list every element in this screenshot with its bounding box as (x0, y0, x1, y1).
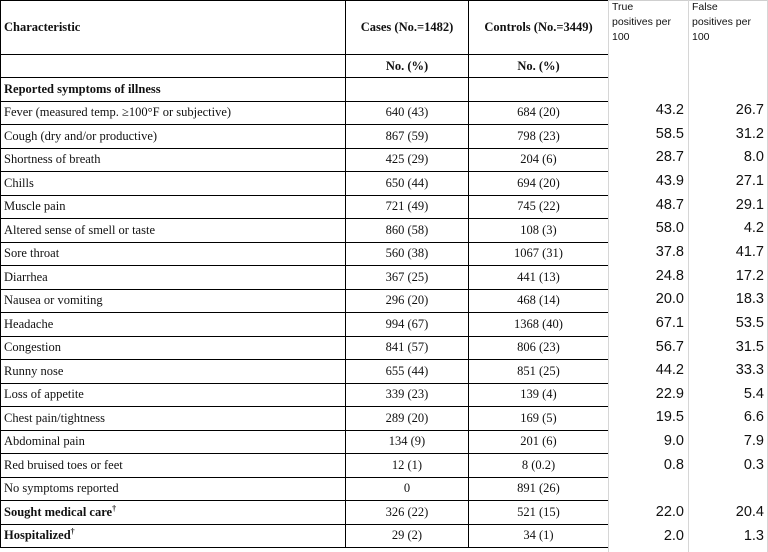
controls-value: 204 (6) (469, 148, 609, 172)
symptom-row (1, 383, 609, 407)
false-positives-value: 8.0 (743, 149, 764, 166)
cases-value: 289 (20) (346, 407, 469, 431)
symptom-row (1, 336, 609, 360)
row-label-text: Shortness of breath (4, 152, 101, 167)
row-label-text: Nausea or vomiting (4, 293, 103, 308)
controls-value: 798 (23) (469, 125, 609, 149)
row-label-text: Loss of appetite (4, 387, 84, 402)
row-label (1, 266, 346, 290)
row-label (1, 524, 346, 548)
row-label (1, 289, 346, 313)
false-positives-value: 4.2 (743, 220, 764, 237)
unit-row (1, 55, 609, 78)
controls-value: 169 (5) (469, 407, 609, 431)
section-cases-empty (346, 78, 469, 102)
row-label-text: Muscle pain (4, 199, 66, 214)
cases-value: 640 (43) (346, 101, 469, 125)
row-label (1, 501, 346, 525)
cases-header: Cases (No.=1482) (346, 1, 469, 55)
row-label (1, 219, 346, 243)
false-positives-value: 41.7 (735, 243, 764, 260)
true-header-line: True (612, 1, 634, 13)
row-label (1, 430, 346, 454)
cases-value: 994 (67) (346, 313, 469, 337)
row-label (1, 454, 346, 478)
true-header-line: positives per (612, 16, 671, 28)
true-positives-value: 56.7 (655, 338, 684, 355)
row-label-text: Abdominal pain (4, 434, 85, 449)
row-label (1, 360, 346, 384)
row-label-text: Altered sense of smell or taste (4, 222, 155, 237)
true-positives-value: 67.1 (655, 314, 684, 331)
symptom-row (1, 242, 609, 266)
row-label-text: Sore throat (4, 246, 60, 261)
controls-value: 108 (3) (469, 219, 609, 243)
section-title-row (1, 78, 609, 102)
false-positives-value: 20.4 (735, 504, 764, 521)
symptom-row (1, 266, 609, 290)
row-label (1, 313, 346, 337)
controls-value: 34 (1) (469, 524, 609, 548)
section-controls-empty (469, 78, 609, 102)
cases-value: 655 (44) (346, 360, 469, 384)
cases-value: 296 (20) (346, 289, 469, 313)
cases-value: 560 (38) (346, 242, 469, 266)
row-label (1, 172, 346, 196)
controls-unit: No. (%) (469, 55, 609, 78)
cases-value: 134 (9) (346, 430, 469, 454)
false-positives-value: 5.4 (743, 385, 764, 402)
controls-value: 694 (20) (469, 172, 609, 196)
true-positives-value: 24.8 (655, 267, 684, 284)
cases-value: 860 (58) (346, 219, 469, 243)
row-label (1, 242, 346, 266)
row-label (1, 125, 346, 149)
controls-value: 201 (6) (469, 430, 609, 454)
row-label-text: Cough (dry and/or productive) (4, 128, 158, 143)
cases-value: 339 (23) (346, 383, 469, 407)
dagger-footnote-mark: † (70, 527, 75, 537)
false-positives-value: 31.5 (735, 338, 764, 355)
true-header-line: 100 (612, 31, 630, 43)
true-positives-value: 48.7 (655, 196, 684, 213)
row-label-text: Chest pain/tightness (4, 410, 106, 425)
true-positives-value: 58.0 (655, 220, 684, 237)
sought-care-row (1, 501, 609, 525)
false-positives-value: 53.5 (735, 314, 764, 331)
row-label-text: Chills (4, 175, 34, 190)
controls-value: 1067 (31) (469, 242, 609, 266)
controls-value: 139 (4) (469, 383, 609, 407)
controls-value: 684 (20) (469, 101, 609, 125)
cases-value: 326 (22) (346, 501, 469, 525)
row-label (1, 195, 346, 219)
hospitalized-row (1, 524, 609, 548)
false-positives-value: 26.7 (735, 102, 764, 118)
symptom-row (1, 195, 609, 219)
true-positives-value: 43.9 (655, 172, 684, 189)
true-positives-value: 19.5 (655, 409, 684, 426)
false-header-line: False (692, 1, 718, 13)
section-title: Reported symptoms of illness (1, 78, 346, 102)
symptom-row (1, 101, 609, 125)
header-row (1, 1, 609, 55)
row-label (1, 407, 346, 431)
false-positives-value: 7.9 (743, 433, 764, 450)
row-label (1, 336, 346, 360)
true-positives-value: 44.2 (655, 362, 684, 379)
characteristic-header: Characteristic (1, 1, 346, 55)
cases-value: 29 (2) (346, 524, 469, 548)
row-label-text: Congestion (4, 340, 61, 355)
symptom-row (1, 148, 609, 172)
row-label (1, 101, 346, 125)
cases-unit: No. (%) (346, 55, 469, 78)
false-positives-value: 27.1 (735, 172, 764, 189)
row-label-text: Sought medical care (4, 504, 113, 519)
symptom-row (1, 172, 609, 196)
cases-value: 650 (44) (346, 172, 469, 196)
symptom-row (1, 219, 609, 243)
row-label-text: Diarrhea (4, 269, 48, 284)
true-positives-value: 0.8 (663, 456, 684, 473)
false-positives-value: 31.2 (735, 125, 764, 142)
row-label (1, 477, 346, 501)
controls-value: 1368 (40) (469, 313, 609, 337)
row-label (1, 148, 346, 172)
controls-value: 851 (25) (469, 360, 609, 384)
true-positives-header (609, 0, 688, 46)
false-positives-value: 18.3 (735, 291, 764, 308)
row-label-text: No symptoms reported (4, 481, 119, 496)
symptom-row (1, 430, 609, 454)
controls-value: 8 (0.2) (469, 454, 609, 478)
true-positives-value: 43.2 (655, 102, 684, 118)
row-label-text: Runny nose (4, 363, 64, 378)
true-positives-value: 22.0 (655, 504, 684, 521)
controls-value: 891 (26) (469, 477, 609, 501)
unit-row-spacer (1, 55, 346, 78)
dagger-footnote-mark: † (112, 503, 117, 513)
row-label-text: Red bruised toes or feet (4, 457, 123, 472)
symptom-row (1, 313, 609, 337)
symptom-row (1, 125, 609, 149)
controls-value: 745 (22) (469, 195, 609, 219)
true-positives-value: 9.0 (663, 433, 684, 450)
symptom-row (1, 289, 609, 313)
spreadsheet-pane (608, 0, 768, 552)
false-positives-value: 33.3 (735, 362, 764, 379)
row-label (1, 383, 346, 407)
cases-value: 367 (25) (346, 266, 469, 290)
true-positives-value: 28.7 (655, 149, 684, 166)
controls-value: 468 (14) (469, 289, 609, 313)
cases-value: 425 (29) (346, 148, 469, 172)
row-label-text: Headache (4, 316, 54, 331)
cases-value: 0 (346, 477, 469, 501)
symptom-row (1, 360, 609, 384)
row-label-text: Hospitalized (4, 528, 71, 543)
true-positives-value: 22.9 (655, 385, 684, 402)
cases-value: 721 (49) (346, 195, 469, 219)
true-positives-value: 20.0 (655, 291, 684, 308)
controls-value: 441 (13) (469, 266, 609, 290)
false-positives-value: 1.3 (743, 527, 764, 544)
true-positives-value: 2.0 (663, 527, 684, 544)
symptom-row (1, 477, 609, 501)
true-positives-value: 58.5 (655, 125, 684, 142)
false-positives-value: 0.3 (743, 456, 764, 473)
false-positives-value: 29.1 (735, 196, 764, 213)
false-header-line: positives per (692, 16, 751, 28)
row-label-text: Fever (measured temp. ≥100°F or subjective) (4, 105, 232, 120)
controls-value: 806 (23) (469, 336, 609, 360)
cases-value: 867 (59) (346, 125, 469, 149)
symptom-row (1, 407, 609, 431)
controls-header: Controls (No.=3449) (469, 1, 609, 55)
cases-value: 12 (1) (346, 454, 469, 478)
cases-value: 841 (57) (346, 336, 469, 360)
symptom-row (1, 454, 609, 478)
false-positives-value: 6.6 (743, 409, 764, 426)
true-positives-value: 37.8 (655, 243, 684, 260)
false-positives-header (689, 0, 768, 46)
controls-value: 521 (15) (469, 501, 609, 525)
false-positives-value: 17.2 (735, 267, 764, 284)
false-header-line: 100 (692, 31, 710, 43)
